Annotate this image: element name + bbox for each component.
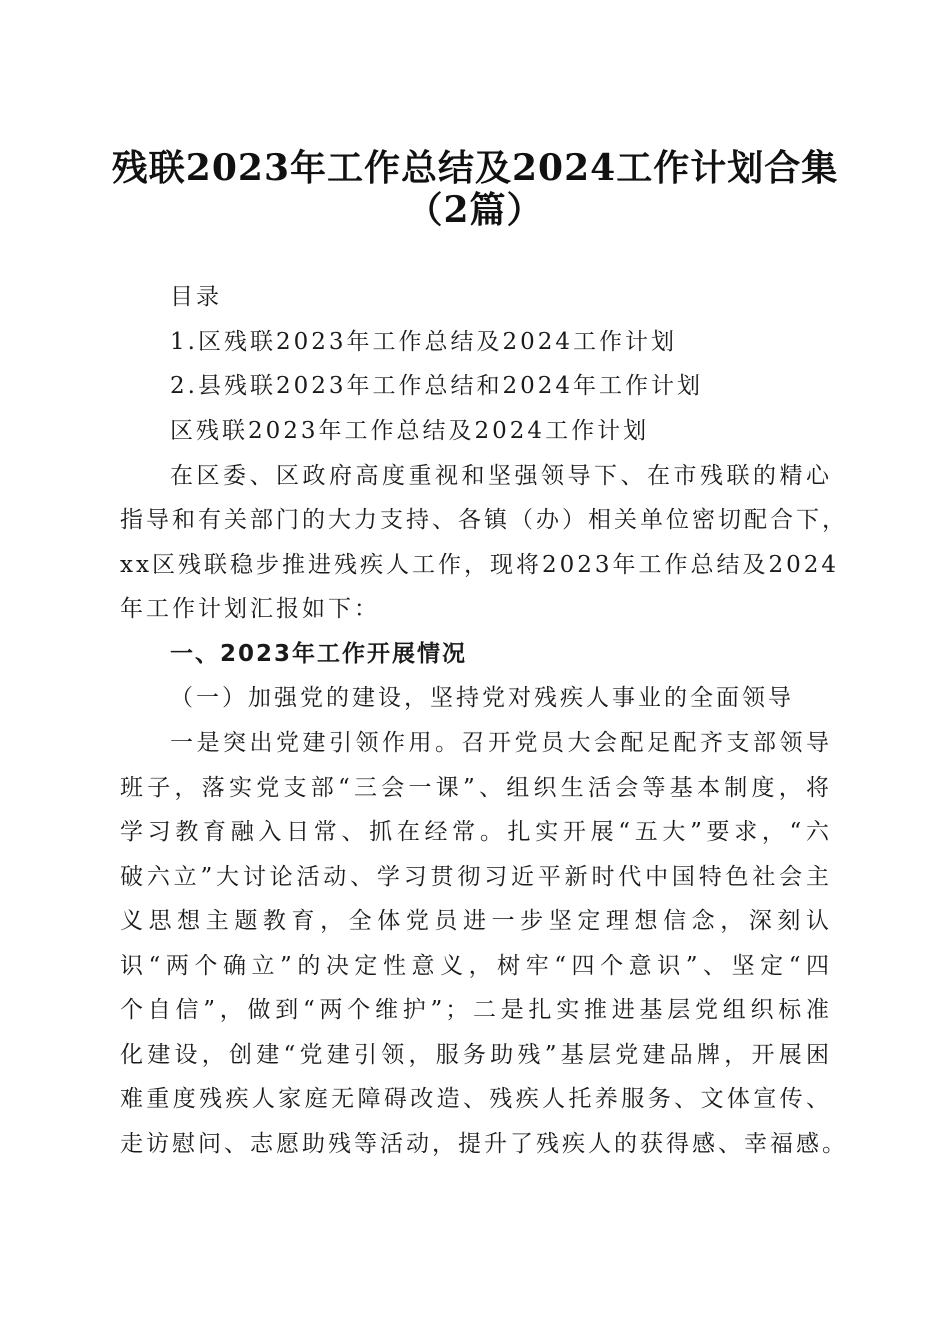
paragraph-line: 个自信”，做到“两个维护”；二是扎实推进基层党组织标准 [120,997,832,1023]
toc-item: 1.区残联2023年工作总结及2024工作计划 [170,329,678,355]
paragraph-line: 识“两个确立”的决定性意义，树牢“四个意识”、坚定“四 [120,953,832,979]
section-title: 区残联2023年工作总结及2024工作计划 [170,418,650,444]
paragraph-line: 难重度残疾人家庭无障碍改造、残疾人托养服务、文体宣传、 [120,1086,832,1112]
paragraph-line: 一是突出党建引领作用。召开党员大会配足配齐支部领导 [170,730,832,756]
paragraph-line: 学习教育融入日常、抓在经常。扎实开展“五大”要求，“六 [120,819,832,845]
paragraph-line: 义思想主题教育，全体党员进一步坚定理想信念，深刻认 [120,908,832,934]
paragraph-line: 班子，落实党支部“三会一课”、组织生活会等基本制度，将 [120,775,832,801]
paragraph-line: 在区委、区政府高度重视和坚强领导下、在市残联的精心 [170,463,832,489]
document-title: 残联2023年工作总结及2024工作计划合集 [111,147,839,189]
section-heading: 一、2023年工作开展情况 [170,641,468,667]
paragraph-line: xx区残联稳步推进残疾人工作，现将2023年工作总结及2024 [120,552,840,578]
paragraph-line: 走访慰问、志愿助残等活动，提升了残疾人的获得感、幸福感。 [120,1131,848,1157]
toc-label: 目录 [170,284,222,310]
paragraph-line: 化建设，创建“党建引领，服务助残”基层党建品牌，开展困 [120,1042,832,1068]
document-title-subtitle: （2篇） [406,189,544,231]
paragraph-line: 指导和有关部门的大力支持、各镇（办）相关单位密切配合下， [120,507,848,533]
paragraph-line: 破六立”大讨论活动、学习贯彻习近平新时代中国特色社会主 [120,864,832,890]
subsection-heading: （一）加强党的建设，坚持党对残疾人事业的全面领导 [170,685,794,711]
paragraph-line: 年工作计划汇报如下： [120,596,380,622]
toc-item: 2.县残联2023年工作总结和2024年工作计划 [170,373,704,399]
